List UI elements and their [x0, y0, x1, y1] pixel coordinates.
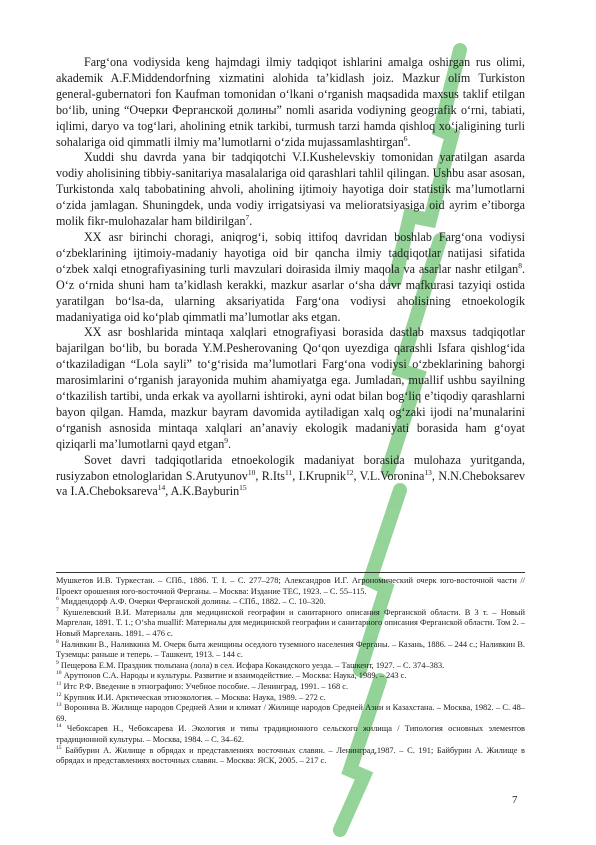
footnote-reference: 11 [284, 467, 293, 477]
page-number: 7 [512, 794, 518, 806]
footnote-reference: 12 [345, 467, 354, 477]
footnote-reference: 7 [245, 213, 250, 223]
paragraph: Farg‘ona vodiysida keng hajmdagi ilmiy tadqiqot ishlarini amalga oshirgan rus olimi, akademik A.F.Middendorfning xizmatini alohida ta’kidlash joiz. Mazkur olim Turkiston general-gubernatori fon Kaufman tomonidan o‘lkani o‘rganish maqsadida maxsus taklif etilgan bo‘lib, uning “Очерки Ферганской долины” nomli asarida vodiyning geografik o‘rni, tabiati, iqlimi, daryo va tog‘lari, aholining etnik tarkibi, turmush tarzi hamda qishloq xo‘jaligining turli sohalariga oid qimmatli ilmiy ma’lumotlarni o‘zida mujassamlashtirgan$^6$. [56, 55, 525, 149]
main-text [56, 55, 525, 500]
footnote-reference: 13 [424, 467, 432, 477]
footnote-reference: 8 [518, 260, 522, 270]
footnote-number-reference: 6 [56, 596, 59, 603]
footnote-number-reference: 8 [56, 638, 59, 645]
footnote: $^{12}$ Крупник И.И. Арктическая этноэкология. – Москва: Наука, 1989. – 272 с. [56, 691, 326, 702]
footnote-reference: 14 [157, 483, 166, 493]
footnote-reference: 15 [239, 483, 247, 493]
paragraph: XX asr boshlarida mintaqa xalqlari etnografiyasi borasida dastlab maxsus tadqiqotlar bajarilgan bo‘lib, bu borada Y.M.Pesherovaning Qo‘qon uyezdiga qarashli Isfara qishlog‘ida o‘tkaziladigan “Lola sayli” to‘g‘risida ma’lumotlari Farg‘ona vodiysi o‘zbeklarining bahorgi marosimlarini o‘rganish jarayonida muhim ahamiyatga ega. Jumladan, muallif ushbu sayilning o‘tkazilish tartibi, unda erkak va ayollarni ishtiroki, ayni odat bilan bog‘liq e’tiqodiy qarashlarni bayon qilgan. Hamda, mazkur bayram davomida aytiladigan xalq og‘zaki ijodi na’munalarini o‘rganish asnosida mintaqa xalqlari an’anaviy ekologik madaniyati borasida ham g‘oyat qiziqarli ma’lumotlarni qayd etgan$^9$. [56, 325, 525, 451]
footnote: $^{13}$ Воронина В. Жилище народов Средней Азии и климат / Жилище народов Средней Азии и Казахстана. – Москва, 1982. – С. 48–69. [56, 702, 525, 723]
paragraph: XX asr birinchi choragi, aniqrog‘i, sobiq ittifoq davridan boshlab Farg‘ona vodiysi o‘zbeklarining ijtimoiy-madaniy hayotiga oid bir qancha ilmiy tadqiqotlar natijasi sifatida o‘zbek xalqi etnografiyasining turli mavzulari doirasida ilmiy maqola va asarlar nashr etilgan$^8$. O‘z o‘rnida shuni ham ta’kidlash kerakki, mazkur asarlar o‘sha davr mafkurasi tazyiqi ostida yaratilgan bo‘lsa-da, ularning aksariyatida Farg‘ona vodiysi aholisining etnoekologik madaniyatiga oid ko‘plab qimmatli ma’lumotlar aks etgan. [56, 229, 525, 324]
footnote-number-reference: 11 [56, 681, 62, 688]
footnote-number-reference: 12 [56, 691, 62, 698]
footnote-number-reference: 10 [56, 670, 62, 677]
footnote-reference: 10 [247, 467, 256, 477]
footnote-separator [56, 572, 525, 573]
footnote: $^{15}$ Байбурин А. Жилище в обрядах и представлениях восточных славян. – Ленинград,1987. – С. 191; Байбурин А. Жилище в обрядах и представлениях восточных славян. – Москва: ЯСК, 2005. – 217 с. [56, 744, 525, 766]
paragraph: Sovet davri tadqiqotlarida etnoekologik madaniyat borasida mulohaza yuritganda, rusiyzabon etnologlaridan S.Arutyunov$^{10}$, R.Its$^{11}$, I.Krupnik$^{12}$, V.L.Voronina$^{13}$, N.N.Cheboksarev va I.A.Cheboksareva$^{14}$, A.K.Bayburin$^{15}$ [56, 452, 525, 499]
footnote-number-reference: 13 [56, 702, 62, 709]
footnote: Мушкетов И.В. Туркестан. – СПб., 1886. Т. I. – С. 277–278; Александров И.Г. Агрономический очерк юго-восточной части // Проект орошения юго-восточной Ферганы. – Москва: Издание ТЕС, 1923. – С. 55–115. [56, 576, 525, 596]
footnotes [56, 576, 525, 767]
footnote: $^{14}$ Чебоксарев Н., Чебоксарева И. Экология и типы традиционного сельского жилища / Типология основных элементов традиционной культуры. – Москва, 1984. – С. 34–62. [56, 723, 525, 744]
footnote-number-reference: 7 [56, 606, 59, 613]
footnote-number-reference: 15 [56, 744, 62, 751]
footnote: $^{10}$ Арутюнов С.А. Народы и культуры. Развитие и взаимодействие. – Москва: Наука, 1989. – 243 с. [56, 670, 407, 681]
footnote: $^9$ Пещерова Е.М. Праздник тюльпана (лола) в сел. Исфара Кокандского уезда. – Ташкент, 1927. – С. 374–383. [56, 659, 445, 670]
footnote: $^6$ Миддендорф А.Ф. Очерки Ферганской долины. – СПб., 1882. – С. 10–320. [56, 596, 326, 607]
footnote: $^7$ Кушелевский В.И. Материалы для медицинской географии и санитарного описания Ферганской области. В 3 т. – Новый Маргелан, 1891. Т. 1.; O‘sha muallif: Материалы для медицинской географии и санитарного описания Ферганской области. Том 2. – Новый Маргелань. 1891. – 476 с. [56, 606, 525, 638]
footnote: $^{11}$ Итс Р.Ф. Введение в этнографию: Учебное пособие. – Ленинград, 1991. – 168 с. [56, 681, 349, 691]
paragraph: Xuddi shu davrda yana bir tadqiqotchi V.I.Kushelevskiy tomonidan yaratilgan asarda vodiy aholisining tibbiy-sanitariya masalalariga oid qarashlari tahlil qilingan. Ushbu asar asosan, Turkistonda xalq tabobatining ahvoli, aholining ijtimoiy hayotiga doir statistik ma’lumotlarni o‘zida jamlagan. Shuningdek, unda vodiy irrigatsiyasi va melioratsiyasiga oid ayrim e’tiborga molik fikr-mulohazalar ham bildirilgan$^7$. [56, 150, 525, 229]
footnote-reference: 6 [403, 133, 408, 143]
footnote-number-reference: 9 [56, 659, 59, 666]
footnote-number-reference: 14 [56, 723, 62, 730]
footnote-reference: 9 [224, 435, 228, 445]
footnote: $^8$ Наливкин В., Наливкина М. Очерк быта женщины оседлого туземного населения Ферганы. – Казань, 1886. – 244 с.; Наливкин В. Туземцы: раньше и теперь. – Ташкент, 1913. – 144 с. [56, 638, 525, 660]
